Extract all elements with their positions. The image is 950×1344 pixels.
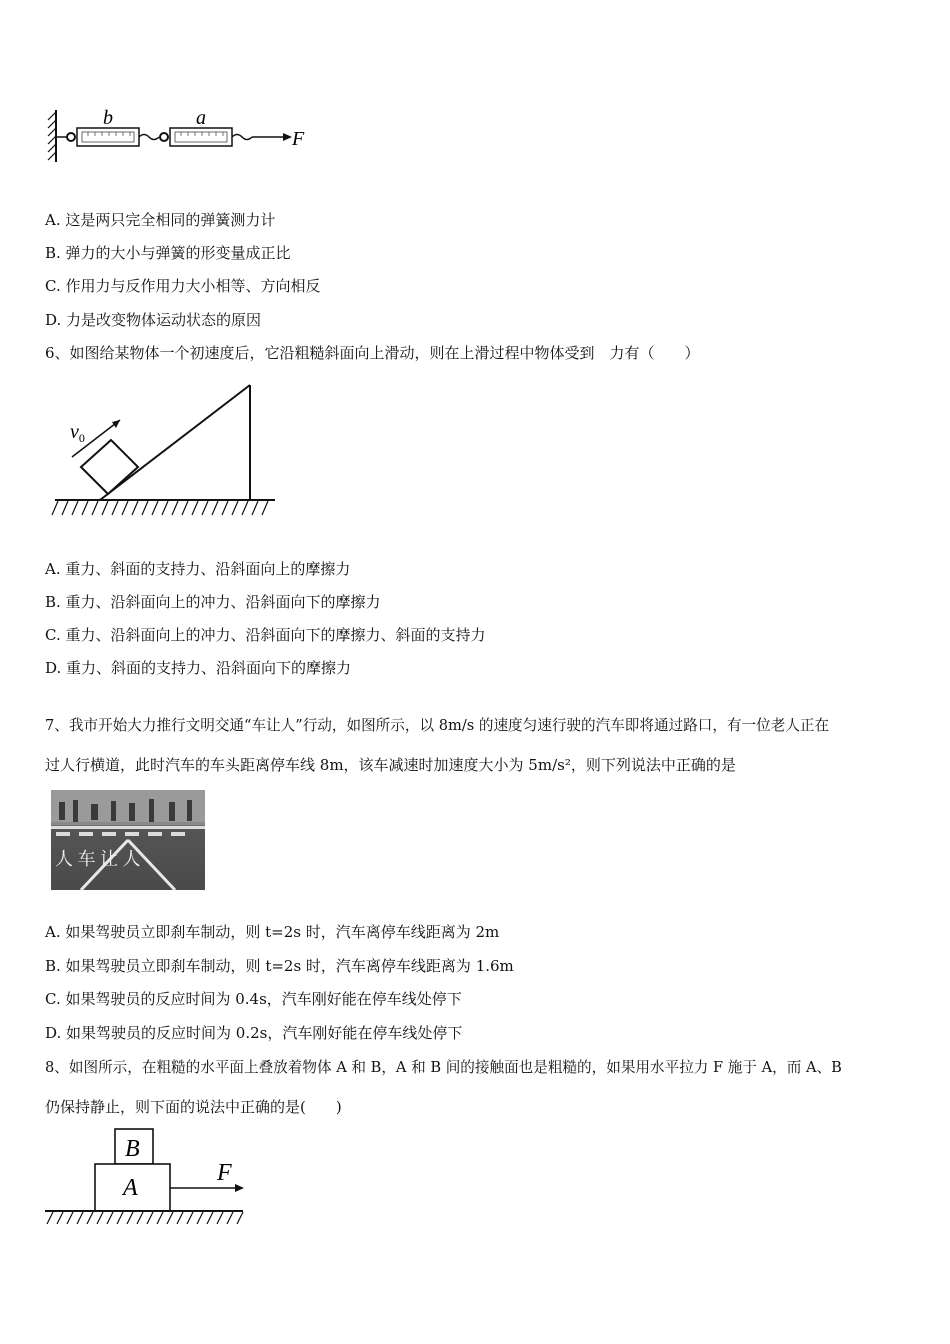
label-B: B: [125, 1136, 140, 1162]
q5-option-b: B. 弹力的大小与弹簧的形变量成正比: [45, 244, 291, 262]
blocks-figure: [45, 1125, 250, 1230]
incline-figure: [50, 380, 280, 520]
q6-stem: 6、如图给某物体一个初速度后，它沿粗糙斜面向上滑动，则在上滑过程中物体受到 力有（ ）: [45, 344, 700, 362]
q8-stem-line1: 8、如图所示，在粗糙的水平面上叠放着物体 A 和 B，A 和 B 间的接触面也是粗糙的，如果用水平拉力 F 施于 A，而 A、B: [45, 1059, 842, 1076]
q7-option-b: B. 如果驾驶员立即刹车制动，则 t=2s 时，汽车离停车线距离为 1.6m: [45, 957, 514, 975]
q7-stem-line1: 7、我市开始大力推行文明交通“车让人”行动，如图所示，以 8m/s 的速度匀速行驶的汽车即将通过路口，有一位老人正在: [45, 717, 830, 734]
spring-scales-figure: [40, 100, 320, 170]
q5-option-c: C. 作用力与反作用力大小相等、方向相反: [45, 277, 321, 295]
label-F: F: [217, 1160, 232, 1186]
q7-stem-line2: 过人行横道，此时汽车的车头距离停车线 8m，该车减速时加速度大小为 5m/s²，则下列说法中正确的是: [45, 756, 736, 774]
q5-option-a: A. 这是两只完全相同的弹簧测力计: [45, 211, 276, 229]
q7-option-a: A. 如果驾驶员立即刹车制动，则 t=2s 时，汽车离停车线距离为 2m: [45, 923, 500, 941]
photo-road-text: 人 车 让 人: [55, 849, 141, 869]
q6-option-a: A. 重力、斜面的支持力、沿斜面向上的摩擦力: [45, 560, 351, 578]
q6-option-d: D. 重力、斜面的支持力、沿斜面向下的摩擦力: [45, 659, 352, 677]
label-F: F: [292, 128, 305, 150]
q6-option-c: C. 重力、沿斜面向上的冲力、沿斜面向下的摩擦力、斜面的支持力: [45, 626, 486, 644]
q6-option-b: B. 重力、沿斜面向上的冲力、沿斜面向下的摩擦力: [45, 593, 381, 611]
q8-stem-line2: 仍保持静止，则下面的说法中正确的是( ): [45, 1098, 342, 1116]
label-A: A: [123, 1175, 138, 1201]
label-a: a: [196, 107, 206, 129]
label-b: b: [103, 107, 113, 129]
q7-option-d: D. 如果驾驶员的反应时间为 0.2s，汽车刚好能在停车线处停下: [45, 1024, 463, 1042]
q5-option-d: D. 力是改变物体运动状态的原因: [45, 311, 262, 329]
q7-option-c: C. 如果驾驶员的反应时间为 0.4s，汽车刚好能在停车线处停下: [45, 990, 462, 1008]
label-v0: $v_0$: [70, 421, 85, 445]
crosswalk-photo: [51, 790, 205, 890]
